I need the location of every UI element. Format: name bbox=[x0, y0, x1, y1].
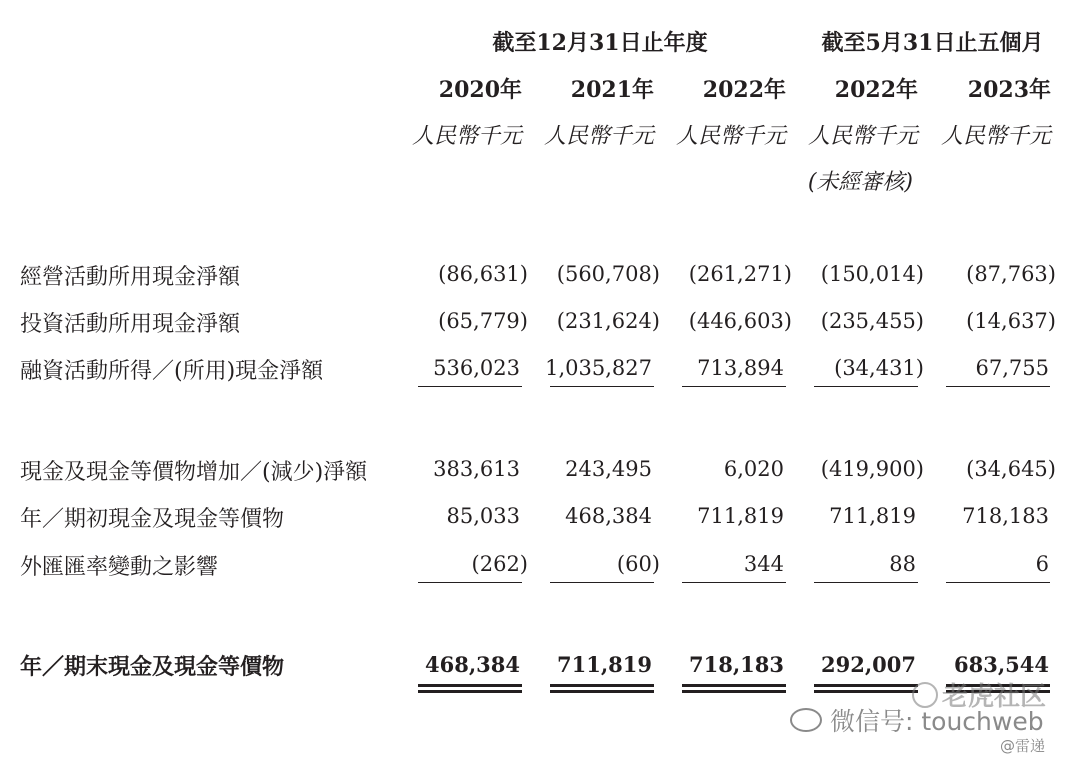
cell-operating-2022: (261,271) bbox=[688, 262, 792, 286]
row-label-closing-cash: 年／期末現金及現金等價物 bbox=[20, 654, 285, 680]
header-group-fiscal-year: 截至12月31日止年度 bbox=[492, 30, 708, 56]
header-year-2022-interim: 2022年 bbox=[834, 77, 918, 103]
subtotal-rule-2 bbox=[550, 386, 654, 387]
cell-opening-2020: 85,033 bbox=[446, 504, 520, 528]
cell-closing-2020: 468,384 bbox=[425, 652, 520, 677]
cell-netchange-2020: 383,613 bbox=[433, 457, 520, 481]
cell-financing-2020: 536,023 bbox=[433, 356, 520, 380]
cell-opening-2022-5m: 711,819 bbox=[829, 504, 916, 528]
header-year-2021: 2021年 bbox=[570, 77, 654, 103]
cell-financing-2022: 713,894 bbox=[697, 356, 784, 380]
row-label-fx-effect: 外匯匯率變動之影響 bbox=[20, 555, 219, 580]
cell-closing-2022: 718,183 bbox=[689, 652, 784, 677]
row-label-investing: 投資活動所用現金淨額 bbox=[20, 312, 241, 337]
header-unit-2: 人民幣千元 bbox=[543, 124, 654, 149]
header-unit-3: 人民幣千元 bbox=[675, 124, 786, 149]
cell-investing-2023-5m: (14,637) bbox=[966, 309, 1056, 333]
row-label-operating: 經營活動所用現金淨額 bbox=[20, 265, 241, 290]
watermark-wechat-text: 微信号: touchweb bbox=[830, 707, 1044, 736]
subtotal-rule-1 bbox=[418, 386, 522, 387]
subtotal-rule-5 bbox=[946, 386, 1050, 387]
subtotal-rule-6 bbox=[418, 582, 522, 583]
cell-fx-2023-5m: 6 bbox=[1035, 552, 1049, 576]
row-label-opening-cash: 年／期初現金及現金等價物 bbox=[20, 507, 285, 532]
header-unit-4: 人民幣千元 bbox=[807, 124, 918, 149]
cell-operating-2020: (86,631) bbox=[438, 262, 528, 286]
cell-closing-2021: 711,819 bbox=[557, 652, 652, 677]
watermark-author: @雷递 bbox=[1000, 737, 1046, 755]
subtotal-rule-10 bbox=[946, 582, 1050, 583]
row-label-net-change: 現金及現金等價物增加／(減少)淨額 bbox=[20, 460, 368, 485]
watermark-community-text: 老虎社区 bbox=[942, 682, 1047, 712]
row-label-financing: 融資活動所得／(所用)現金淨額 bbox=[20, 359, 324, 384]
cell-operating-2021: (560,708) bbox=[556, 262, 660, 286]
cell-operating-2023-5m: (87,763) bbox=[966, 262, 1056, 286]
cell-investing-2021: (231,624) bbox=[556, 309, 660, 333]
cell-fx-2022: 344 bbox=[743, 552, 784, 576]
total-double-rule-1 bbox=[418, 684, 522, 693]
cell-opening-2021: 468,384 bbox=[565, 504, 652, 528]
watermark-wechat bbox=[790, 702, 1044, 738]
header-year-2023-interim: 2023年 bbox=[967, 77, 1051, 103]
header-year-2022: 2022年 bbox=[702, 77, 786, 103]
cell-netchange-2021: 243,495 bbox=[565, 457, 652, 481]
total-double-rule-2 bbox=[550, 684, 654, 693]
cell-netchange-2022-5m: (419,900) bbox=[820, 457, 924, 481]
cell-financing-2021: 1,035,827 bbox=[545, 356, 652, 380]
subtotal-rule-7 bbox=[550, 582, 654, 583]
cell-investing-2022-5m: (235,455) bbox=[820, 309, 924, 333]
cell-financing-2023-5m: 67,755 bbox=[975, 356, 1049, 380]
header-unit-1: 人民幣千元 bbox=[411, 124, 522, 149]
total-double-rule-3 bbox=[682, 684, 786, 693]
subtotal-rule-3 bbox=[682, 386, 786, 387]
header-unit-5: 人民幣千元 bbox=[940, 124, 1051, 149]
cell-investing-2020: (65,779) bbox=[438, 309, 528, 333]
cell-opening-2023-5m: 718,183 bbox=[962, 504, 1049, 528]
wechat-icon bbox=[790, 708, 822, 732]
cell-closing-2022-5m: 292,007 bbox=[821, 652, 916, 677]
header-unaudited-note: (未經審核) bbox=[807, 170, 913, 195]
cell-financing-2022-5m: (34,431) bbox=[834, 356, 924, 380]
cell-netchange-2023-5m: (34,645) bbox=[966, 457, 1056, 481]
cell-netchange-2022: 6,020 bbox=[723, 457, 784, 481]
header-group-five-months: 截至5月31日止五個月 bbox=[821, 30, 1044, 56]
cell-fx-2020: (262) bbox=[471, 552, 528, 576]
cell-investing-2022: (446,603) bbox=[688, 309, 792, 333]
subtotal-rule-4 bbox=[814, 386, 918, 387]
cell-fx-2022-5m: 88 bbox=[889, 552, 916, 576]
cell-operating-2022-5m: (150,014) bbox=[820, 262, 924, 286]
subtotal-rule-9 bbox=[814, 582, 918, 583]
total-double-rule-4 bbox=[814, 684, 918, 693]
cell-fx-2021: (60) bbox=[616, 552, 660, 576]
cell-closing-2023-5m: 683,544 bbox=[954, 652, 1049, 677]
subtotal-rule-8 bbox=[682, 582, 786, 583]
header-year-2020: 2020年 bbox=[438, 77, 522, 103]
cell-opening-2022: 711,819 bbox=[697, 504, 784, 528]
